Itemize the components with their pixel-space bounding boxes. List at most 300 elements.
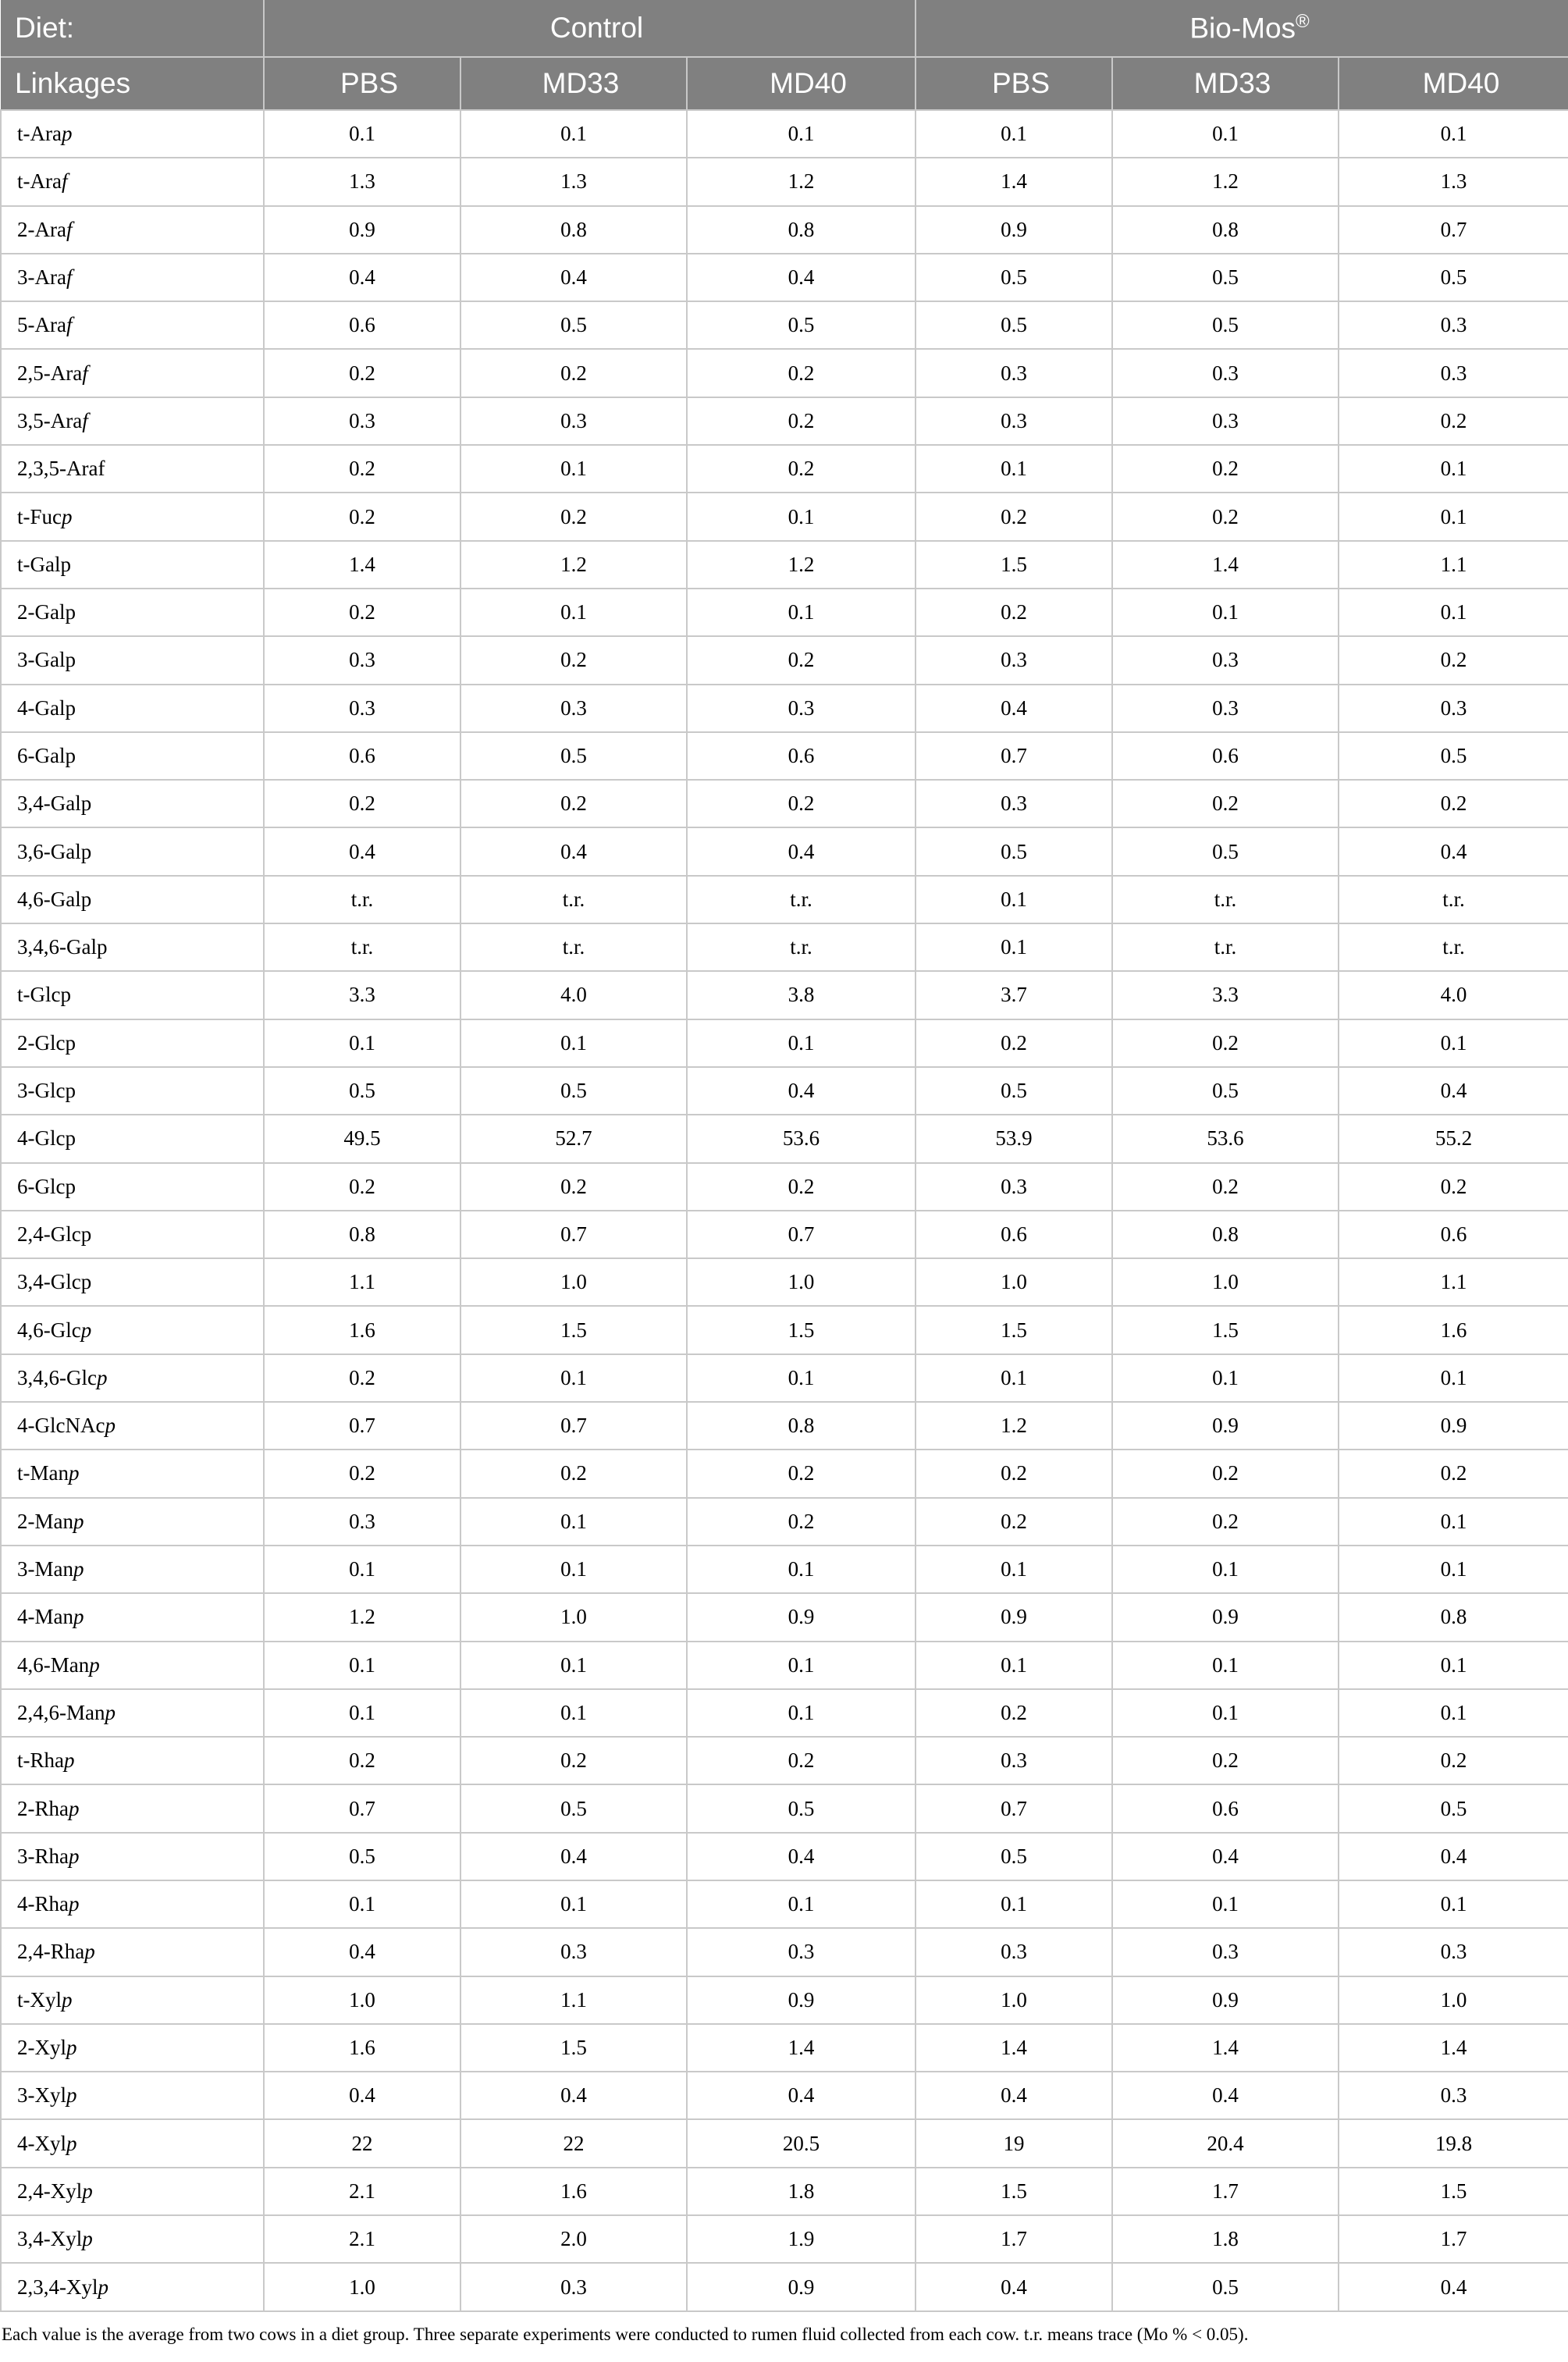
value-cell: 0.3 (1339, 349, 1568, 397)
value-cell: 53.9 (916, 1115, 1112, 1162)
value-cell: 1.8 (687, 2168, 916, 2215)
value-cell: 0.6 (1112, 732, 1339, 780)
value-cell: 0.2 (264, 1737, 460, 1784)
value-cell: 0.5 (1339, 732, 1568, 780)
value-cell: 0.7 (916, 1784, 1112, 1832)
value-cell: 0.3 (264, 636, 460, 684)
value-cell: 0.2 (916, 1689, 1112, 1737)
value-cell: 0.1 (1339, 1498, 1568, 1546)
linkage-cell (1, 1880, 264, 1928)
value-cell: 0.2 (687, 1450, 916, 1497)
value-cell: 0.1 (687, 1546, 916, 1593)
value-cell: 0.1 (460, 1880, 687, 1928)
value-cell: 0.2 (1112, 1019, 1339, 1067)
linkage-ring-form: p (105, 1414, 116, 1438)
value-cell: 20.4 (1112, 2119, 1339, 2167)
linkage-name: 4-Rha (17, 1892, 69, 1916)
value-cell: 1.9 (687, 2215, 916, 2263)
value-cell: 0.1 (264, 110, 460, 158)
linkage-cell (1, 1642, 264, 1689)
value-cell: 0.2 (916, 493, 1112, 540)
value-cell: 3.3 (264, 971, 460, 1019)
value-cell: 0.4 (687, 1833, 916, 1880)
value-cell: 1.5 (1339, 2168, 1568, 2215)
value-cell: 1.4 (1112, 2024, 1339, 2072)
value-cell: 0.3 (916, 397, 1112, 445)
value-cell: 0.1 (687, 1642, 916, 1689)
linkage-name: 6-Glcp (17, 1174, 76, 1198)
value-cell: 1.6 (264, 2024, 460, 2072)
value-cell: 1.6 (460, 2168, 687, 2215)
value-cell: 0.8 (1112, 1211, 1339, 1258)
value-cell: 0.7 (460, 1211, 687, 1258)
value-cell: 0.2 (1112, 445, 1339, 493)
value-cell: 3.7 (916, 971, 1112, 1019)
linkage-name: 2,5-Ara (17, 361, 83, 385)
value-cell: 0.2 (1112, 493, 1339, 540)
table-row (1, 1067, 1568, 1115)
linkage-cell (1, 1976, 264, 2024)
value-cell: 0.5 (460, 1067, 687, 1115)
value-cell: 0.2 (264, 445, 460, 493)
value-cell: 1.4 (916, 158, 1112, 205)
table-row (1, 541, 1568, 589)
value-cell: 0.4 (460, 1833, 687, 1880)
value-cell: 0.2 (1112, 1163, 1339, 1211)
value-cell: 0.5 (264, 1833, 460, 1880)
linkage-ring-form: p (68, 1844, 80, 1868)
linkage-name: 2-Ara (17, 217, 66, 241)
value-cell: 0.1 (264, 1546, 460, 1593)
linkage-cell (1, 1546, 264, 1593)
value-cell: 1.4 (916, 2024, 1112, 2072)
linkage-cell (1, 2119, 264, 2167)
linkage-name: 4-GlcNAc (17, 1414, 105, 1438)
linkage-ring-form: p (89, 1652, 100, 1677)
value-cell: 0.9 (264, 206, 460, 254)
value-cell: 0.2 (264, 589, 460, 636)
value-cell: 0.5 (1339, 1784, 1568, 1832)
table-row (1, 636, 1568, 684)
value-cell: 0.5 (687, 1784, 916, 1832)
linkage-cell (1, 2215, 264, 2263)
value-cell: 1.0 (460, 1258, 687, 1306)
linkage-name: 2-Man (17, 1509, 73, 1533)
linkage-cell (1, 1833, 264, 1880)
value-cell: 1.1 (460, 1976, 687, 2024)
value-cell: 1.6 (1339, 1306, 1568, 1354)
value-cell: 1.0 (687, 1258, 916, 1306)
registered-mark: ® (1296, 11, 1310, 33)
value-cell: 0.1 (460, 1689, 687, 1737)
value-cell: 0.2 (916, 1450, 1112, 1497)
value-cell: 0.7 (916, 732, 1112, 780)
table-row (1, 1402, 1568, 1450)
value-cell: 0.6 (264, 732, 460, 780)
table-row (1, 1928, 1568, 1976)
value-cell: 0.3 (1112, 1928, 1339, 1976)
value-cell: 22 (460, 2119, 687, 2167)
value-cell: 0.1 (460, 1642, 687, 1689)
diet-label: Diet: (1, 0, 264, 57)
value-cell: 0.1 (916, 1354, 1112, 1402)
linkage-name: 3-Man (17, 1557, 73, 1581)
value-cell: 0.9 (687, 1976, 916, 2024)
value-cell: 0.4 (264, 827, 460, 875)
linkage-ring-form: p (82, 2179, 93, 2203)
value-cell: 0.9 (1112, 1976, 1339, 2024)
linkage-ring-form: f (66, 313, 73, 337)
value-cell: 0.2 (264, 493, 460, 540)
value-cell: 0.3 (1339, 685, 1568, 732)
table-row (1, 1211, 1568, 1258)
value-cell: 0.4 (1339, 1067, 1568, 1115)
value-cell: 0.2 (1339, 780, 1568, 827)
table-row (1, 1306, 1568, 1354)
linkage-ring-form: p (68, 1796, 80, 1820)
control-group-header: Control (264, 0, 916, 57)
value-cell: 0.5 (1112, 254, 1339, 301)
value-cell: 0.2 (687, 445, 916, 493)
linkage-cell (1, 2168, 264, 2215)
table-row (1, 445, 1568, 493)
linkage-name: 3-Glcp (17, 1079, 76, 1103)
value-cell: 1.7 (1112, 2168, 1339, 2215)
linkage-name: 2-Glcp (17, 1030, 76, 1055)
value-cell: 0.1 (264, 1689, 460, 1737)
linkage-ring-form: f (66, 265, 73, 290)
value-cell: 1.4 (1339, 2024, 1568, 2072)
table-row (1, 301, 1568, 349)
value-cell: 0.8 (687, 206, 916, 254)
linkage-cell (1, 1211, 264, 1258)
linkage-cell (1, 732, 264, 780)
value-cell: 0.5 (916, 1067, 1112, 1115)
linkage-ring-form: p (73, 1605, 84, 1629)
value-cell: 0.3 (460, 685, 687, 732)
linkage-cell (1, 1498, 264, 1546)
value-cell: 0.8 (1339, 1593, 1568, 1641)
value-cell: 1.0 (916, 1976, 1112, 2024)
value-cell: 0.2 (1339, 1450, 1568, 1497)
value-cell: 0.1 (1112, 1689, 1339, 1737)
table-row (1, 2072, 1568, 2119)
table-header (1, 0, 1568, 110)
value-cell: 3.8 (687, 971, 916, 1019)
value-cell: 0.4 (687, 827, 916, 875)
value-cell: 0.2 (460, 349, 687, 397)
table-row (1, 732, 1568, 780)
value-cell: 3.3 (1112, 971, 1339, 1019)
value-cell: 0.3 (1339, 1928, 1568, 1976)
table-row (1, 1833, 1568, 1880)
linkage-ring-form: p (68, 1461, 80, 1485)
value-cell: 0.1 (1339, 1546, 1568, 1593)
value-cell: 0.3 (264, 397, 460, 445)
value-cell: 0.2 (1112, 1737, 1339, 1784)
value-cell: 19 (916, 2119, 1112, 2167)
value-cell: 1.6 (264, 1306, 460, 1354)
table-row (1, 1354, 1568, 1402)
linkage-name: 4-Glcp (17, 1126, 76, 1151)
linkage-cell (1, 971, 264, 1019)
value-cell: 0.1 (687, 110, 916, 158)
value-cell: 0.6 (1112, 1784, 1339, 1832)
column-header: PBS (916, 57, 1112, 110)
value-cell: 53.6 (1112, 1115, 1339, 1162)
value-cell: 0.5 (916, 1833, 1112, 1880)
value-cell: t.r. (1339, 923, 1568, 971)
value-cell: 0.1 (1112, 1354, 1339, 1402)
value-cell: 0.2 (687, 1163, 916, 1211)
table-row (1, 349, 1568, 397)
linkage-name: 3,6-Galp (17, 839, 92, 863)
table-row (1, 206, 1568, 254)
linkage-name: 2,3,4-Xyl (17, 2275, 98, 2299)
value-cell: 0.3 (460, 2263, 687, 2310)
linkage-name: 2-Rha (17, 1796, 69, 1820)
value-cell: 0.4 (460, 254, 687, 301)
linkage-ring-form: p (80, 1318, 92, 1342)
value-cell: 1.0 (1339, 1976, 1568, 2024)
value-cell: 0.2 (460, 780, 687, 827)
column-header: PBS (264, 57, 460, 110)
value-cell: 1.5 (460, 2024, 687, 2072)
linkage-name: 3-Galp (17, 648, 76, 672)
value-cell: 0.6 (916, 1211, 1112, 1258)
value-cell: 0.1 (916, 445, 1112, 493)
value-cell: 0.1 (1339, 1880, 1568, 1928)
value-cell: 0.1 (1112, 110, 1339, 158)
value-cell: 0.1 (1339, 493, 1568, 540)
value-cell: 19.8 (1339, 2119, 1568, 2167)
value-cell: 0.8 (460, 206, 687, 254)
value-cell: 0.1 (687, 1354, 916, 1402)
value-cell: 0.8 (264, 1211, 460, 1258)
value-cell: 0.3 (1112, 636, 1339, 684)
value-cell: 0.4 (460, 2072, 687, 2119)
value-cell: t.r. (687, 923, 916, 971)
value-cell: 0.8 (687, 1402, 916, 1450)
value-cell: 1.7 (916, 2215, 1112, 2263)
value-cell: 0.5 (1112, 1067, 1339, 1115)
linkage-name: t-Fuc (17, 504, 62, 528)
value-cell: 0.3 (687, 685, 916, 732)
value-cell: 0.4 (916, 2072, 1112, 2119)
value-cell: 0.1 (687, 589, 916, 636)
value-cell: 0.5 (1112, 827, 1339, 875)
value-cell: t.r. (264, 923, 460, 971)
column-header: MD40 (1339, 57, 1568, 110)
table-row (1, 2119, 1568, 2167)
value-cell: 53.6 (687, 1115, 916, 1162)
biomos-group-header (916, 0, 1568, 57)
value-cell: 0.4 (687, 254, 916, 301)
value-cell: t.r. (460, 876, 687, 923)
value-cell: 0.1 (916, 1880, 1112, 1928)
value-cell: 0.7 (687, 1211, 916, 1258)
value-cell: 0.2 (264, 780, 460, 827)
table-row (1, 493, 1568, 540)
linkage-name: 3,5-Ara (17, 408, 83, 432)
value-cell: 1.0 (264, 2263, 460, 2310)
value-cell: 0.4 (264, 1928, 460, 1976)
value-cell: 1.0 (1112, 1258, 1339, 1306)
linkage-cell (1, 206, 264, 254)
value-cell: 1.2 (1112, 158, 1339, 205)
value-cell: 0.2 (687, 1498, 916, 1546)
table-row (1, 158, 1568, 205)
value-cell: 4.0 (460, 971, 687, 1019)
table-row (1, 1258, 1568, 1306)
linkage-name: t-Rha (17, 1748, 64, 1773)
value-cell: 0.2 (1112, 1498, 1339, 1546)
linkage-name: 3,4-Galp (17, 791, 92, 816)
value-cell: 1.0 (916, 1258, 1112, 1306)
table-row (1, 2263, 1568, 2310)
value-cell: 0.1 (916, 1642, 1112, 1689)
linkage-name: 3,4-Xyl (17, 2227, 83, 2251)
value-cell: 0.2 (1112, 1450, 1339, 1497)
value-cell: 0.3 (1112, 685, 1339, 732)
value-cell: t.r. (264, 876, 460, 923)
value-cell: 0.5 (916, 827, 1112, 875)
linkage-name: 4,6-Glc (17, 1318, 81, 1342)
table-row (1, 2024, 1568, 2072)
linkage-ring-form: p (84, 1940, 95, 1964)
value-cell: 4.0 (1339, 971, 1568, 1019)
value-cell: 0.4 (1112, 1833, 1339, 1880)
linkage-name: 4-Galp (17, 695, 76, 720)
table-row (1, 1498, 1568, 1546)
value-cell: 0.2 (460, 1450, 687, 1497)
linkage-cell (1, 1784, 264, 1832)
table-row (1, 1019, 1568, 1067)
linkage-cell (1, 1737, 264, 1784)
value-cell: 0.1 (1339, 1642, 1568, 1689)
value-cell: 20.5 (687, 2119, 916, 2167)
linkage-cell (1, 110, 264, 158)
value-cell: 0.3 (1339, 2072, 1568, 2119)
linkage-name: t-Glcp (17, 983, 71, 1007)
table-row (1, 1642, 1568, 1689)
linkage-ring-form: p (73, 1557, 84, 1581)
value-cell: 1.0 (460, 1593, 687, 1641)
value-cell: 0.6 (1339, 1211, 1568, 1258)
linkage-cell (1, 2263, 264, 2310)
table-row (1, 1689, 1568, 1737)
value-cell: 0.1 (1112, 1880, 1339, 1928)
linkage-ring-form: p (96, 1365, 108, 1389)
value-cell: 1.5 (916, 541, 1112, 589)
value-cell: 0.4 (460, 827, 687, 875)
value-cell: 0.9 (1112, 1593, 1339, 1641)
linkage-ring-form: f (61, 169, 68, 194)
linkage-cell (1, 589, 264, 636)
table-footnote: Each value is the average from two cows in a diet group. Three separate experiments were conducted to rumen fluid collected from each cow. t.r. means trace (Mo % < 0.05). (2, 2325, 1249, 2344)
value-cell: 0.3 (460, 1928, 687, 1976)
value-cell: 0.3 (460, 397, 687, 445)
value-cell: 1.8 (1112, 2215, 1339, 2263)
value-cell: 0.2 (1339, 1163, 1568, 1211)
value-cell: 52.7 (460, 1115, 687, 1162)
linkage-name: 4-Man (17, 1605, 73, 1629)
value-cell: 1.5 (687, 1306, 916, 1354)
value-cell: 0.1 (916, 110, 1112, 158)
value-cell: 0.1 (687, 1880, 916, 1928)
linkage-ring-form: p (62, 504, 73, 528)
value-cell: 0.1 (916, 876, 1112, 923)
value-cell: 0.2 (916, 1498, 1112, 1546)
linkage-ring-form: p (68, 1892, 80, 1916)
linkage-cell (1, 827, 264, 875)
linkage-name: t-Xyl (17, 1987, 62, 2012)
linkage-cell (1, 445, 264, 493)
linkage-cell (1, 397, 264, 445)
value-cell: 1.3 (460, 158, 687, 205)
value-cell: 0.5 (687, 301, 916, 349)
value-cell: 0.2 (1339, 636, 1568, 684)
value-cell: 0.2 (264, 349, 460, 397)
value-cell: 0.8 (1112, 206, 1339, 254)
value-cell: 0.1 (687, 1689, 916, 1737)
table-row (1, 589, 1568, 636)
value-cell: 0.9 (687, 1593, 916, 1641)
linkage-ring-form: f (82, 408, 88, 432)
value-cell: 1.5 (460, 1306, 687, 1354)
value-cell: 1.2 (687, 158, 916, 205)
value-cell: 0.1 (1339, 1689, 1568, 1737)
table-row (1, 1546, 1568, 1593)
value-cell: 0.6 (264, 301, 460, 349)
linkage-name: 2,4-Glcp (17, 1222, 92, 1246)
table-row (1, 923, 1568, 971)
value-cell: 1.3 (1339, 158, 1568, 205)
linkage-name: t-Ara (17, 122, 62, 146)
value-cell: 0.1 (264, 1019, 460, 1067)
linkage-name: 4,6-Galp (17, 887, 92, 911)
table-row (1, 1976, 1568, 2024)
table-row (1, 110, 1568, 158)
value-cell: 0.4 (264, 254, 460, 301)
value-cell: 0.2 (460, 1737, 687, 1784)
table-row (1, 827, 1568, 875)
value-cell: 1.4 (264, 541, 460, 589)
linkage-name: 4,6-Man (17, 1652, 90, 1677)
linkage-name: 2,4,6-Man (17, 1700, 105, 1724)
table-row (1, 254, 1568, 301)
linkage-ring-form: p (66, 2131, 77, 2155)
linkage-name: 4-Xyl (17, 2131, 66, 2155)
linkage-cell (1, 876, 264, 923)
value-cell: 0.1 (1339, 110, 1568, 158)
value-cell: 1.0 (264, 1976, 460, 2024)
value-cell: 0.1 (460, 445, 687, 493)
linkage-cell (1, 301, 264, 349)
linkage-name: 2,4-Rha (17, 1940, 85, 1964)
value-cell: 2.1 (264, 2168, 460, 2215)
value-cell: 0.1 (264, 1642, 460, 1689)
linkage-cell (1, 1402, 264, 1450)
table-row (1, 2168, 1568, 2215)
linkage-cell (1, 493, 264, 540)
linkage-cell (1, 349, 264, 397)
linkage-cell (1, 1450, 264, 1497)
value-cell: 0.1 (264, 1880, 460, 1928)
value-cell: 0.7 (460, 1402, 687, 1450)
linkage-ring-form: p (64, 1748, 75, 1773)
linkage-name: 2-Xyl (17, 2036, 66, 2060)
